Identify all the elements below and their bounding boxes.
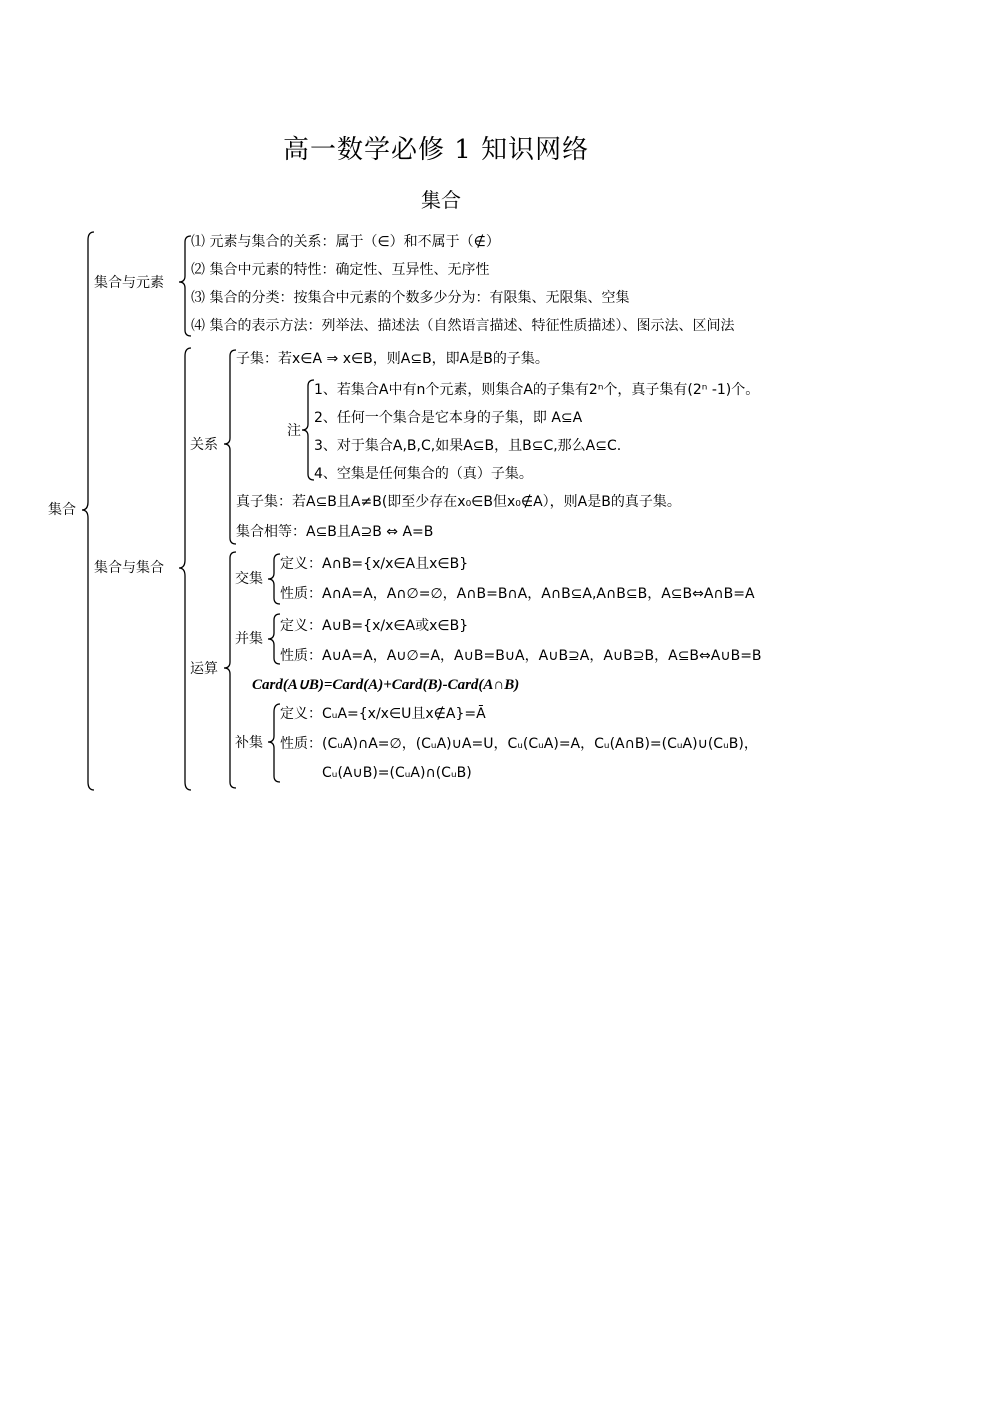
relation-brace xyxy=(224,350,236,544)
note-item: 4、空集是任何集合的（真）子集。 xyxy=(314,466,533,482)
intersection-properties: 性质：A∩A=A，A∩∅=∅，A∩B=B∩A，A∩B⊆A,A∩B⊆B，A⊆B⇔A∩B=A xyxy=(280,586,755,602)
complement-definition: 定义：CᵤA={x/x∈U且x∉A}=Ā xyxy=(280,706,486,722)
intersection-brace xyxy=(268,554,280,604)
union-brace xyxy=(268,614,280,664)
sets-brace xyxy=(179,348,191,790)
root-brace xyxy=(82,232,94,790)
element-item: ⑶ 集合的分类：按集合中元素的个数多少分为：有限集、无限集、空集 xyxy=(191,290,630,306)
note-item: 2、任何一个集合是它本身的子集，即 A⊆A xyxy=(314,410,583,426)
note-item: 1、若集合A中有n个元素，则集合A的子集有2ⁿ个，真子集有(2ⁿ -1)个。 xyxy=(314,382,760,398)
relation-label: 关系 xyxy=(190,437,218,453)
complement-properties-continued: Cᵤ(A∪B)=(CᵤA)∩(CᵤB) xyxy=(322,765,472,781)
union-definition: 定义：A∪B={x/x∈A或x∈B} xyxy=(280,618,469,634)
intersection-definition: 定义：A∩B={x/x∈A且x∈B} xyxy=(280,556,469,572)
note-brace xyxy=(302,380,314,480)
elements-brace xyxy=(179,236,191,336)
operation-label: 运算 xyxy=(190,661,218,677)
complement-properties: 性质：(CᵤA)∩A=∅，(CᵤA)∪A=U，Cᵤ(CᵤA)=A，Cᵤ(A∩B)=(CᵤA)∪(CᵤB)， xyxy=(280,736,758,752)
root-label: 集合 xyxy=(48,502,76,518)
complement-brace xyxy=(268,704,280,782)
page-title: 高一数学必修 1 知识网络 xyxy=(283,135,590,165)
note-label: 注 xyxy=(287,423,301,439)
element-item: ⑵ 集合中元素的特性：确定性、互异性、无序性 xyxy=(191,262,490,278)
set-equality-definition: 集合相等：A⊆B且A⊇B ⇔ A=B xyxy=(236,524,434,540)
element-item: ⑷ 集合的表示方法：列举法、描述法（自然语言描述、特征性质描述）、图示法、区间法 xyxy=(191,318,735,334)
complement-label: 补集 xyxy=(235,735,263,751)
subset-definition: 子集：若x∈A ⇒ x∈B，则A⊆B，即A是B的子集。 xyxy=(236,351,549,367)
union-label: 并集 xyxy=(235,631,263,647)
cardinality-formula: Card(A∪B)=Card(A)+Card(B)-Card(A∩B) xyxy=(252,677,520,693)
proper-subset-definition: 真子集：若A⊆B且A≠B(即至少存在x₀∈B但x₀∉A），则A是B的真子集。 xyxy=(236,494,681,510)
section-title: 集合 xyxy=(421,188,461,212)
note-item: 3、对于集合A,B,C,如果A⊆B，且B⊆C,那么A⊆C. xyxy=(314,438,622,454)
sets-branch-label: 集合与集合 xyxy=(94,560,164,576)
intersection-label: 交集 xyxy=(235,571,263,587)
union-properties: 性质：A∪A=A，A∪∅=A，A∪B=B∪A，A∪B⊇A，A∪B⊇B，A⊆B⇔A∪B=B xyxy=(280,648,762,664)
element-item: ⑴ 元素与集合的关系：属于（∈）和不属于（∉） xyxy=(191,234,500,250)
elements-branch-label: 集合与元素 xyxy=(94,275,164,291)
